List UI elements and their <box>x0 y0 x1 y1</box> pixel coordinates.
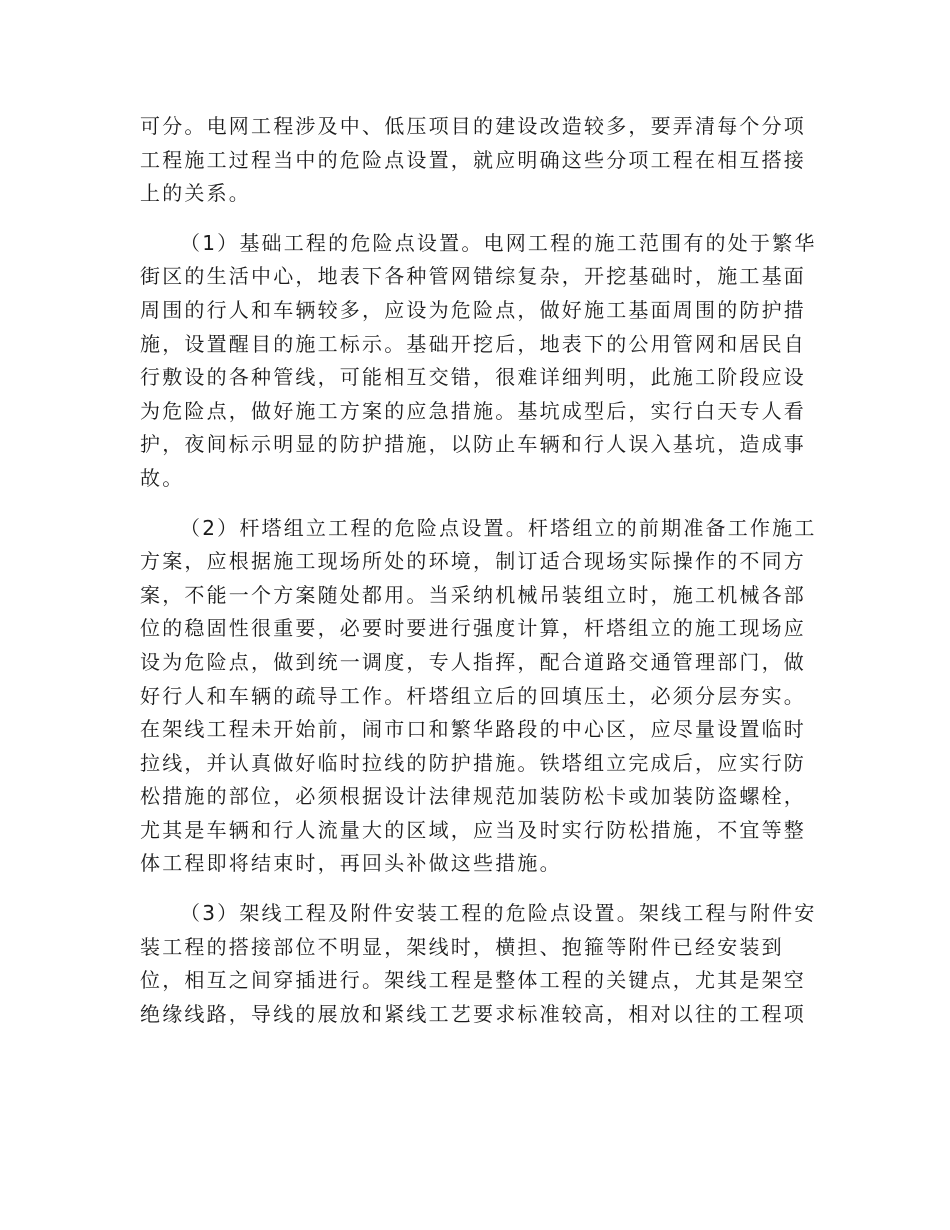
text-line: 体工程即将结束时，再回头补做这些措施。 <box>140 851 562 876</box>
text-line: 在架线工程未开始前，闹市口和繁华路段的中心区，应尽量设置临时 <box>140 717 806 742</box>
text-line: 可分。电网工程涉及中、低压项目的建设改造较多，要弄清每个分项 <box>140 114 806 138</box>
text-line: 周围的行人和车辆较多，应设为危险点，做好施工基面周围的防护措 <box>140 297 806 322</box>
document-body <box>140 110 817 1047</box>
text-line: 上的关系。 <box>140 181 251 206</box>
text-line: 松措施的部位，必须根据设计法律规范加装防松卡或加装防盗螺栓， <box>140 784 806 809</box>
paragraph-foundation <box>140 227 817 496</box>
text-line: （1）基础工程的危险点设置。电网工程的施工范围有的处于繁华 <box>180 230 817 255</box>
text-line: （2）杆塔组立工程的危险点设置。杆塔组立的前期准备工作施工 <box>180 515 817 540</box>
text-line: 街区的生活中心，地表下各种管网错综复杂，开挖基础时，施工基面 <box>140 264 806 289</box>
text-line: 位，相互之间穿插进行。架线工程是整体工程的关键点，尤其是架空 <box>140 968 806 993</box>
text-line: 工程施工过程当中的危险点设置，就应明确这些分项工程在相互搭接 <box>140 147 806 172</box>
text-line: 为危险点，做好施工方案的应急措施。基坑成型后，实行白天专人看 <box>140 398 806 423</box>
text-line: 施，设置醒目的施工标示。基础开挖后，地表下的公用管网和居民自 <box>140 331 806 356</box>
text-line: 绝缘线路，导线的展放和紧线工艺要求标准较高，相对以往的工程项 <box>140 1001 806 1026</box>
text-line: 好行人和车辆的疏导工作。杆塔组立后的回填压土，必须分层夯实。 <box>140 683 806 708</box>
text-line: （3）架线工程及附件安装工程的危险点设置。架线工程与附件安 <box>180 901 817 926</box>
text-line: 拉线，并认真做好临时拉线的防护措施。铁塔组立完成后，应实行防 <box>140 750 806 775</box>
text-line: 护，夜间标示明显的防护措施，以防止车辆和行人误入基坑，造成事 <box>140 432 806 457</box>
text-line: 设为危险点，做到统一调度，专人指挥，配合道路交通管理部门，做 <box>140 649 806 674</box>
text-line: 位的稳固性很重要，必要时要进行强度计算，杆塔组立的施工现场应 <box>140 616 806 641</box>
text-line: 方案，应根据施工现场所处的环境，制订适合现场实际操作的不同方 <box>140 549 806 574</box>
text-line: 尤其是车辆和行人流量大的区域，应当及时实行防松措施，不宜等整 <box>140 817 806 842</box>
text-line: 案，不能一个方案随处都用。当采纳机械吊装组立时，施工机械各部 <box>140 582 806 607</box>
text-line: 行敷设的各种管线，可能相互交错，很难详细判明，此施工阶段应设 <box>140 365 806 390</box>
paragraph-intro <box>140 110 810 211</box>
paragraph-wiring <box>140 897 817 1031</box>
paragraph-tower <box>140 512 817 882</box>
text-line: 故。 <box>140 465 185 490</box>
text-line: 装工程的搭接部位不明显，架线时，横担、抱箍等附件已经安装到 <box>140 934 784 959</box>
